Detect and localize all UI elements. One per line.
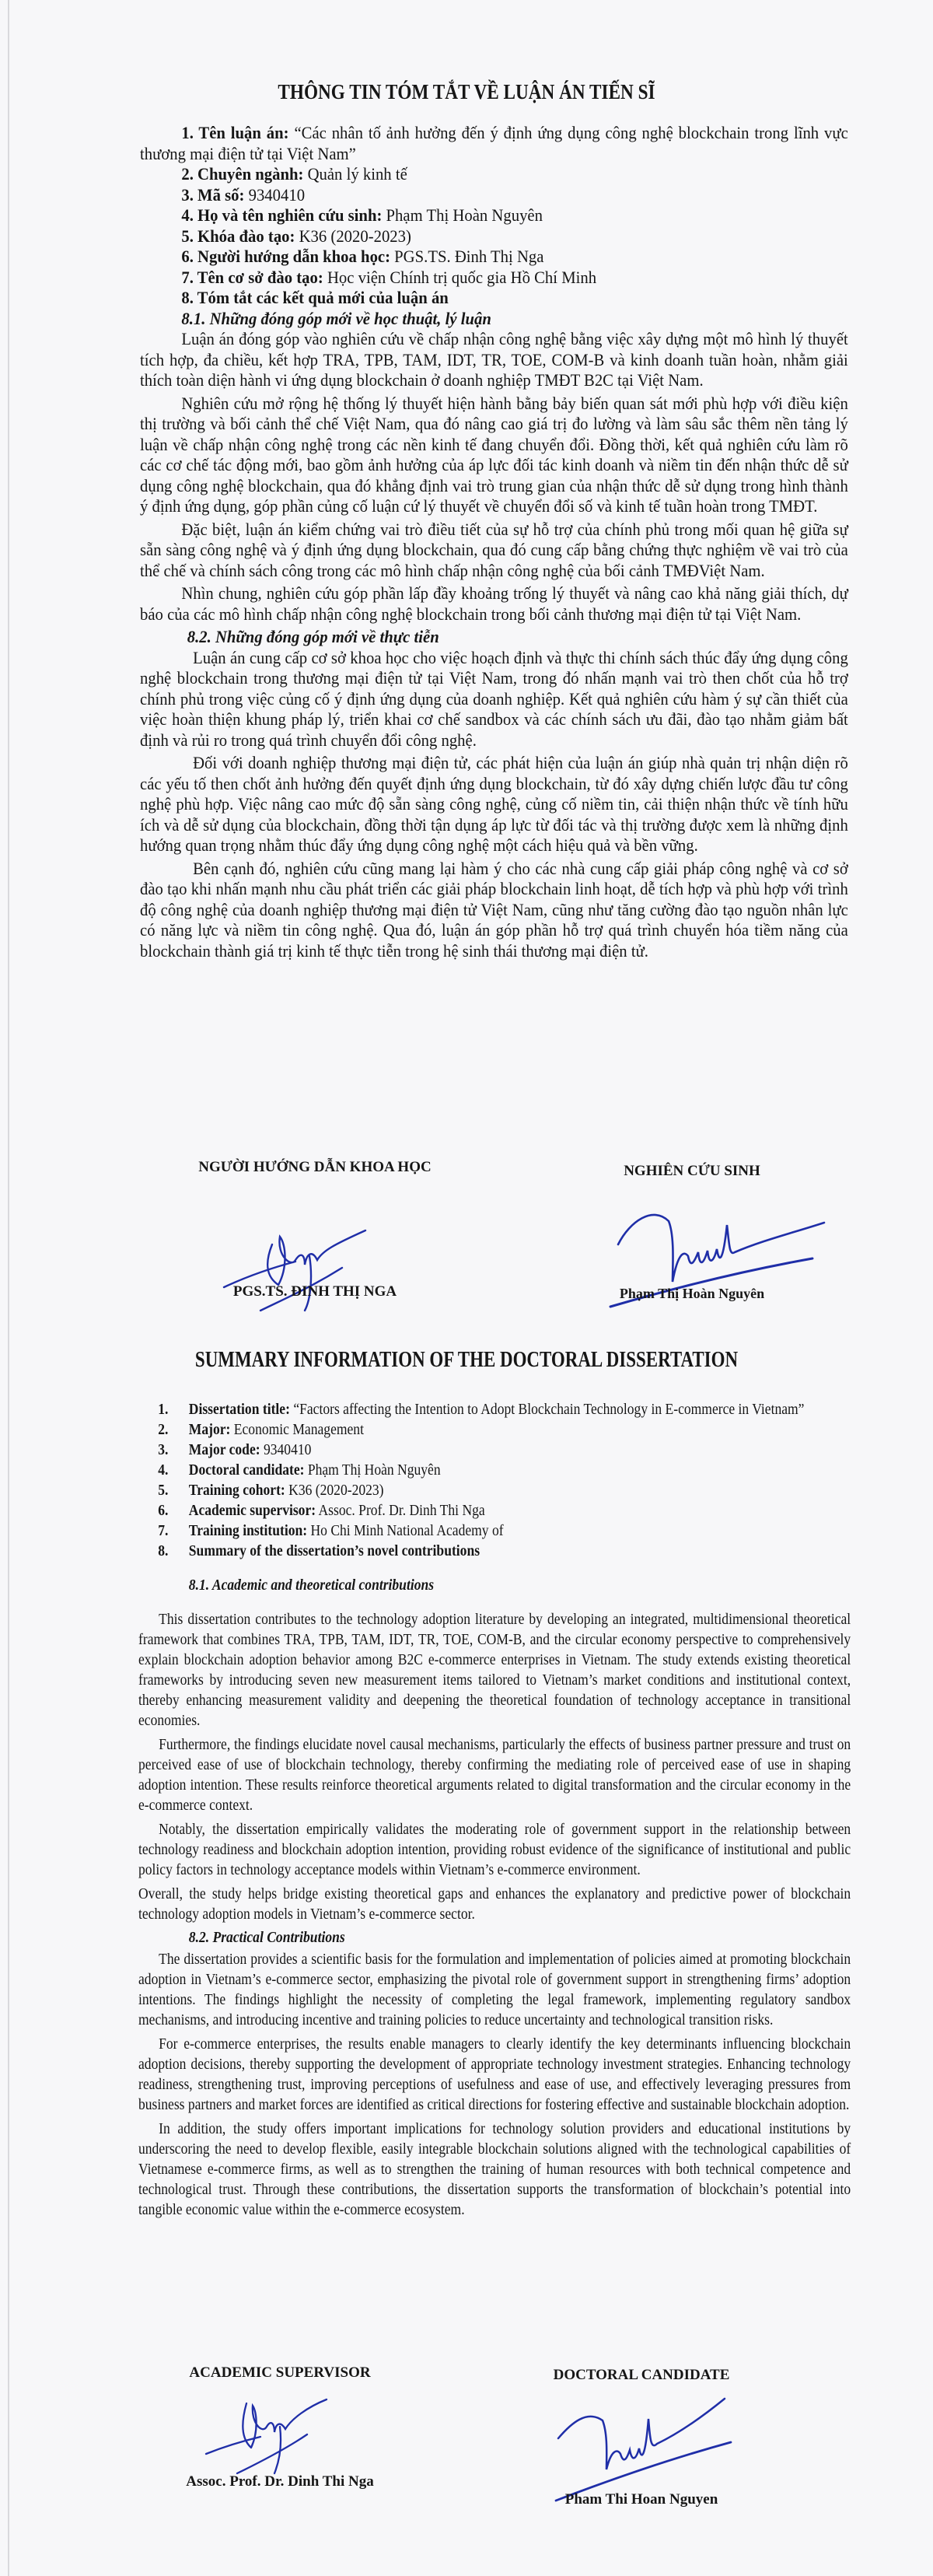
vi-info-block [140, 123, 848, 961]
vi-paragraph: Đối với doanh nghiệp thương mại điện tử, các phát hiện của luận án giúp nhà quản trị nhận diện rõ các yếu tố then chốt ảnh hưởng đến quyết định ứng dụng blockchain, từ đó xây dựng chiến lược đầu tư công nghệ phù hợp. Việc nâng cao mức độ sẵn sàng công nghệ, củng cố niềm tin, cải thiện nhận thức về tính hữu ích và dễ sử dụng của blockchain, đồng thời tận dụng áp lực từ đối tác và thị trường được xem là những định hướng quan trọng nhằm thúc đẩy ứng dụng công nghệ một cách hiệu quả và bền vững. [140, 753, 848, 855]
supervisor-signature-icon [198, 2392, 354, 2477]
vi-paragraph: Luận án cung cấp cơ sở khoa học cho việc hoạch định và thực thi chính sách thúc đẩy ứng dụng công nghệ blockchain trong thương mại điện tử tại Việt Nam, trong đó nhấn mạnh vai trò then chốt của hỗ trợ chính phủ trong việc củng cố ý định ứng dụng của doanh nghiệp. Kết quả nghiên cứu hàm ý sự cần thiết của việc hoàn thiện khung pháp lý, triển khai cơ chế sandbox và các chính sách ưu đãi, đào tạo nhằm giảm bất định và rủi ro trong quá trình chuyển đổi công nghệ. [140, 647, 848, 750]
en-item-1: 1. Dissertation title: “Factors affecting the Intention to Adopt Blockchain Technology in E-commerce in Vietnam” [158, 1402, 805, 1418]
vi-item-4: 4. Họ và tên nghiên cứu sinh: Phạm Thị Hoàn Nguyên [181, 205, 543, 225]
vi-item-6: 6. Người hướng dẫn khoa học: PGS.TS. Đinh Thị Nga [181, 247, 544, 266]
vi-item-5: 5. Khóa đào tạo: K36 (2020-2023) [181, 226, 411, 246]
en-section-8-1-heading: 8.1. Academic and theoretical contributions [188, 1577, 435, 1594]
en-title: SUMMARY INFORMATION OF THE DOCTORAL DISSERTATION [194, 1348, 739, 1372]
vi-candidate-name: Phạm Thị Hoàn Nguyên [619, 1286, 765, 1301]
vi-item-1: 1. Tên luận án: “Các nhân tố ảnh hưởng đến ý định ứng dụng công nghệ blockchain trong lĩnh vực thương mại điện tử tại Việt Nam” [140, 123, 848, 163]
en-paragraph: For e-commerce enterprises, the results enable managers to clearly identify the key determinants influencing blockchain adoption decisions, thereby supporting the development of appropriate technology investment strategies. Enhancing technology readiness, strengthening trust, improving perceptions of usefulness and ease of use, and effectively leveraging pressures from business partners and market forces are identified as critical directions for fostering effective and sustainable blockchain adoption. [138, 2036, 851, 2113]
en-supervisor-heading: ACADEMIC SUPERVISOR [189, 2364, 371, 2381]
en-paragraph: The dissertation provides a scientific basis for the formulation and implementation of policies aimed at promoting blockchain adoption in Vietnam’s e-commerce sector, emphasizing the pivotal role of government support in strengthening firms’ adoption intentions. The findings highlight the necessity of completing the legal framework, implementing regulatory sandbox mechanisms, and introducing incentive and training policies to reduce uncertainty and technological transition risks. [138, 1951, 851, 2028]
en-item-8: 8. Summary of the dissertation’s novel contributions [158, 1543, 480, 1559]
candidate-signature-icon [552, 2396, 746, 2504]
en-paragraph: Overall, the study helps bridge existing theoretical gaps and enhances the explanatory and predictive power of blockchain technology adoption models in Vietnam’s e-commerce sector. [138, 1886, 851, 1923]
vi-title: THÔNG TIN TÓM TẮT VỀ LUẬN ÁN TIẾN SĨ [278, 80, 655, 103]
vi-section-8-2-heading: 8.2. Những đóng góp mới về thực tiễn [187, 627, 439, 646]
vi-paragraph: Nghiên cứu mở rộng hệ thống lý thuyết hiện hành bằng bảy biến quan sát mới phù hợp với điều kiện thị trường và bối cảnh thể chế Việt Nam, qua đó nâng cao giá trị đo lường và làm sâu sắc thêm nền tảng lý luận về chấp nhận công nghệ trong các nền kinh tế đang chuyển đổi. Đồng thời, kết quả nghiên cứu làm rõ các cơ chế tác động mới, bao gồm ảnh hưởng của áp lực đối tác kinh doanh và niềm tin đến nhận thức dễ sử dụng công nghệ blockchain, qua đó khẳng định vai trò trung gian của nhận thức dễ sử dụng trong hình thành ý định ứng dụng, góp phần củng cố luận cứ lý thuyết về chuyển đổi số và kinh tế tuần hoàn trong TMĐT. [140, 393, 848, 516]
vi-section-8-1-heading: 8.1. Những đóng góp mới về học thuật, lý luận [181, 308, 491, 328]
vi-item-7: 7. Tên cơ sở đào tạo: Học viện Chính trị quốc gia Hồ Chí Minh [181, 267, 597, 287]
vi-candidate-heading: NGHIÊN CỨU SINH [624, 1163, 760, 1179]
vi-paragraph: Luận án đóng góp vào nghiên cứu về chấp nhận công nghệ bằng việc xây dựng một mô hình lý thuyết tích hợp, đa chiều, kết hợp TRA, TPB, TAM, IDT, TR, TOE, COM-B và kinh doanh tuần hoàn, nhằm giải thích toàn diện hành vi ứng dụng blockchain ở doanh nghiệp TMĐT B2C tại Việt Nam. [140, 329, 848, 390]
vi-paragraph: Nhìn chung, nghiên cứu góp phần lấp đầy khoảng trống lý thuyết và nâng cao khả năng giải thích, dự báo của các mô hình chấp nhận công nghệ blockchain trong bối cảnh thương mại điện tử tại Việt Nam. [140, 583, 848, 624]
en-paragraph: In addition, the study offers important implications for technology solution providers and educational institutions by underscoring the need to develop flexible, easily integrable blockchain solutions aligned with the technological capabilities of Vietnamese e-commerce firms, as well as to strengthen the training of human resources with both technical competence and technological trust. Through these contributions, the dissertation supports the transformation of blockchain’s potential into tangible economic value within the e-commerce ecosystem. [138, 2121, 851, 2218]
en-paragraph: Furthermore, the findings elucidate novel causal mechanisms, particularly the effects of business partner pressure and trust on perceived ease of use of blockchain technology, thereby confirming the mediating role of perceived ease of use in shaping adoption intention. These results reinforce theoretical arguments related to digital transformation and the circular economy in the e-commerce context. [138, 1737, 851, 1814]
vi-item-2: 2. Chuyên ngành: Quản lý kinh tế [181, 164, 407, 184]
en-item-3: 3. Major code: 9340410 [158, 1442, 312, 1458]
en-section-8-2-heading: 8.2. Practical Contributions [188, 1930, 345, 1946]
en-paragraph: Notably, the dissertation empirically validates the moderating role of government support in the relationship between technology readiness and blockchain adoption intention, providing robust evidence of the significance of institutional and public policy factors in technology acceptance models within Vietnam’s e-commerce environment. [138, 1822, 851, 1878]
en-item-7: 7. Training institution: Ho Chi Minh National Academy of [158, 1523, 504, 1539]
en-item-4: 4. Doctoral candidate: Phạm Thị Hoàn Nguyên [158, 1462, 441, 1479]
en-info-list [138, 1400, 851, 1562]
en-item-6: 6. Academic supervisor: Assoc. Prof. Dr. Dinh Thi Nga [158, 1503, 485, 1519]
en-item-2: 2. Major: Economic Management [158, 1422, 364, 1438]
vi-paragraph: Đặc biệt, luận án kiểm chứng vai trò điều tiết của sự hỗ trợ của chính phủ trong mối quan hệ giữa sự sẵn sàng công nghệ và ý định ứng dụng blockchain, qua đó cung cấp bằng chứng thực nghiệm về vai trò của thể chế và chính sách công trong các mô hình chấp nhận công nghệ của bối cảnh TMĐViệt Nam. [140, 519, 848, 580]
vi-item-3: 3. Mã số: 9340410 [181, 184, 306, 205]
en-candidate-heading: DOCTORAL CANDIDATE [553, 2367, 730, 2383]
vi-supervisor-name: PGS.TS. ĐINH THỊ NGA [232, 1283, 397, 1300]
vi-paragraph: Bên cạnh đó, nghiên cứu cũng mang lại hàm ý cho các nhà cung cấp giải pháp công nghệ và cơ sở đào tạo khi nhấn mạnh nhu cầu phát triển các giải pháp blockchain linh hoạt, dễ tích hợp và phù hợp với trình độ công nghệ của doanh nghiệp thương mại điện tử Việt Nam, cũng như tăng cường đào tạo nguồn nhân lực có năng lực và niềm tin công nghệ. Qua đó, luận án góp phần hỗ trợ quá trình chuyển hóa tiềm năng của blockchain thành giá trị kinh tế thực tiễn trong hệ sinh thái thương mại điện tử. [140, 858, 848, 961]
vi-item-8: 8. Tóm tắt các kết quả mới của luận án [181, 288, 449, 307]
en-info-block [138, 1400, 851, 2221]
en-candidate-name: Pham Thi Hoan Nguyen [564, 2491, 718, 2508]
en-supervisor-name: Assoc. Prof. Dr. Dinh Thi Nga [186, 2473, 374, 2490]
en-item-5: 5. Training cohort: K36 (2020-2023) [158, 1482, 384, 1499]
en-paragraph: This dissertation contributes to the technology adoption literature by developing an integrated, multidimensional theoretical framework that combines TRA, TPB, TAM, IDT, TR, TOE, COM-B, and the circular economy perspective to comprehensively explain blockchain adoption behavior among B2C e-commerce enterprises in Vietnam. The study extends existing theoretical frameworks by introducing seven new measurement items tailored to Vietnam’s market conditions and institutional context, thereby enhancing measurement validity and deepening the theoretical foundation of technology acceptance in transitional economies. [138, 1612, 851, 1729]
scan-edge [8, 0, 9, 2576]
vi-supervisor-heading: NGƯỜI HƯỚNG DẪN KHOA HỌC [198, 1159, 432, 1175]
